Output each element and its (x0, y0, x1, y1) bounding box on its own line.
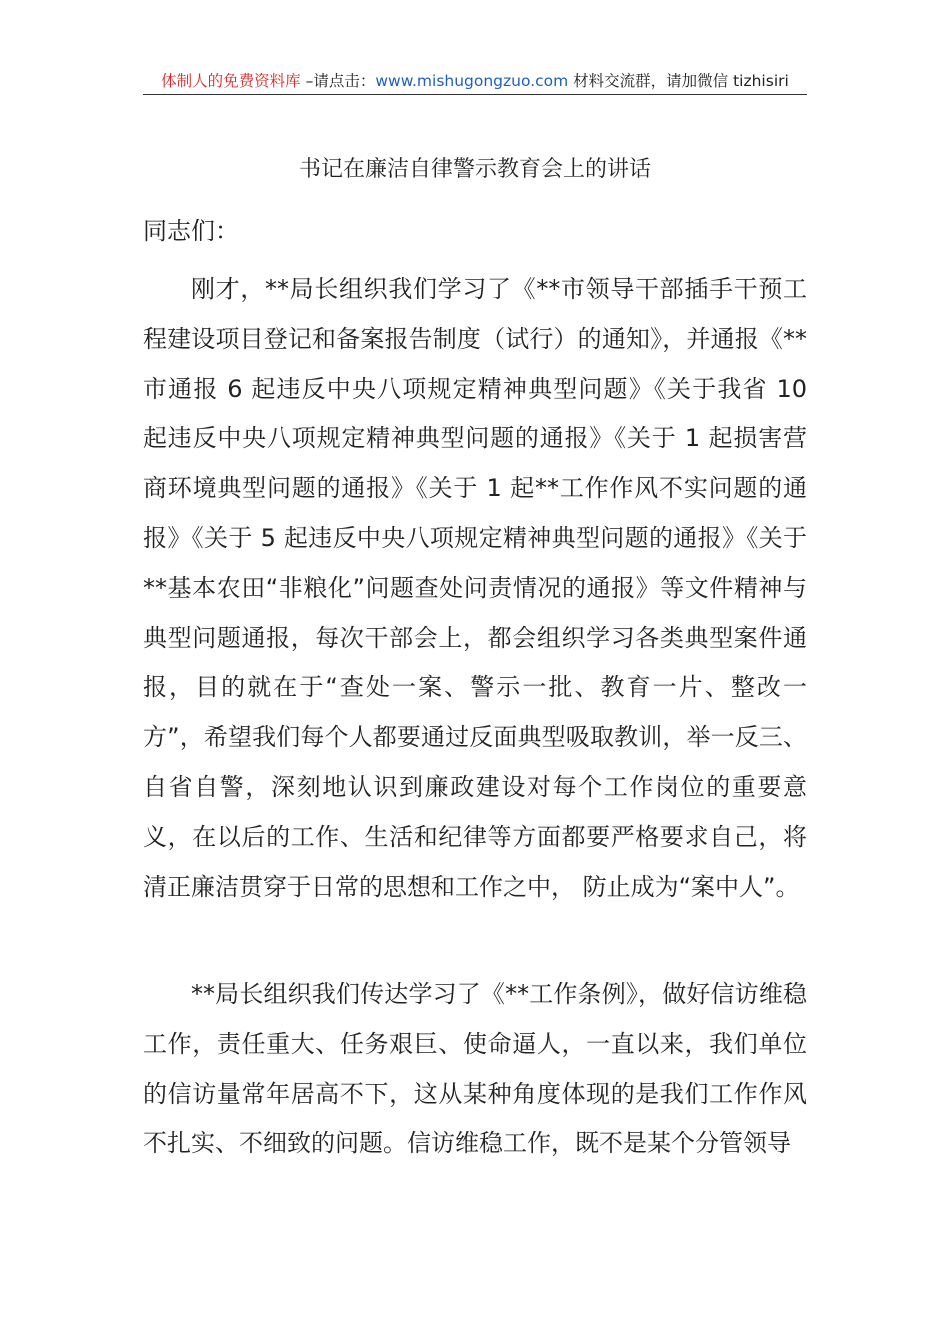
page-header (143, 70, 807, 95)
header-brand-link[interactable]: 体制人的免费资料库 (161, 72, 301, 90)
body-paragraph-2: **局长组织我们传达学习了《**工作条例》，做好信访维稳工作，责任重大、任务艰巨、使命逼人，一直以来，我们单位的信访量常年居高不下，这从某种角度体现的是我们工作作风不扎实、不细致的问题。信访维稳工作，既不是某个分管领导 (143, 980, 807, 1158)
document-title: 书记在廉洁自律警示教育会上的讲话 (298, 157, 651, 182)
header-click-prompt: –请点击： (300, 72, 376, 90)
document-greeting: 同志们： (143, 217, 239, 245)
header-wechat-note: 材料交流群，请加微信 tizhisiri (568, 72, 789, 90)
header-site-link[interactable]: www.mishugongzuo.com (375, 72, 569, 90)
body-paragraph-1: 刚才，**局长组织我们学习了《**市领导干部插手干预工程建设项目登记和备案报告制度（试行）的通知》，并通报《**市通报 6 起违反中央八项规定精神典型问题》《关于我省 10 起违反中央八项规定精神典型问题的通报》《关于 1 起损害营商环境典型问题的通报》《关于 1 起**工作作风不实问题的通报》《关于 5 起违反中央八项规定精神典型问题的通报》《关于**基本农田“非粮化”问题查处问责情况的通报》等文件精神与典型问题通报，每次干部会上，都会组织学习各类典型案件通报，目的就在于“查处一案、警示一批、教育一片、整改一方”，希望我们每个人都要通过反面典型吸取教训，举一反三、自省自警，深刻地认识到廉政建设对每个工作岗位的重要意义，在以后的工作、生活和纪律等方面都要严格要求自己，将清正廉洁贯穿于日常的思想和工作之中， 防止成为“案中人”。 (143, 275, 807, 901)
